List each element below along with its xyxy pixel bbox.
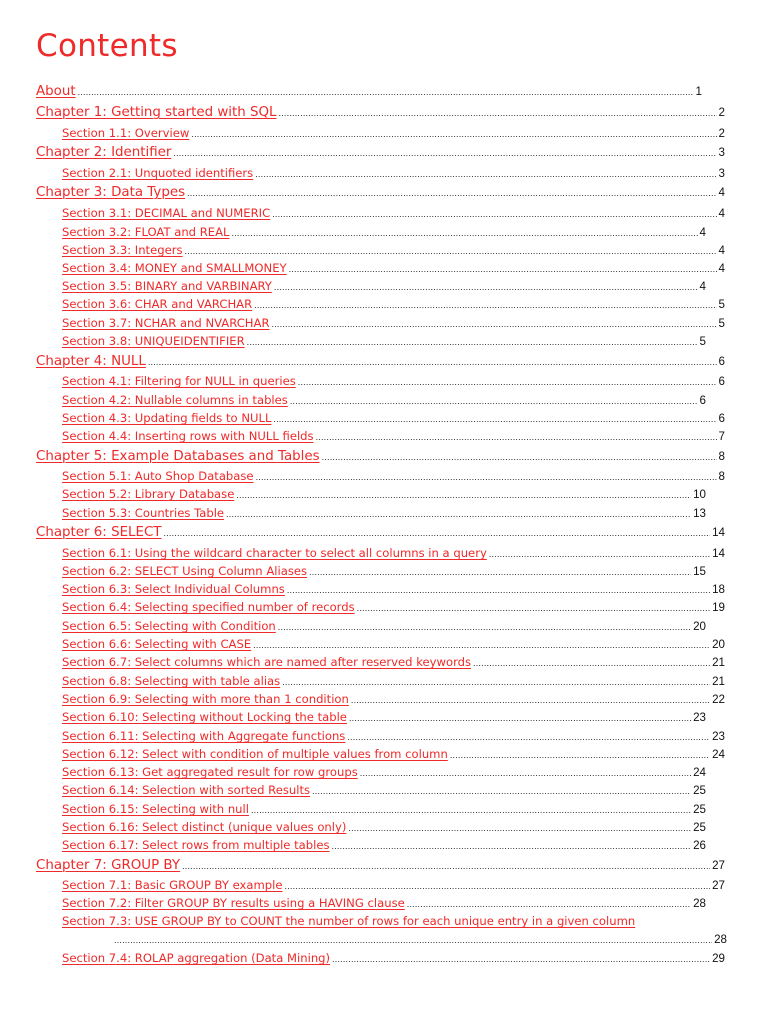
page-number: 4 [718,186,725,199]
page-title: Contents [36,28,178,64]
page-number: 7 [718,430,725,443]
toc-entry-link[interactable]: Section 4.1: Filtering for NULL in queries [62,374,296,388]
toc-chapter-entry[interactable] [36,185,725,200]
page-number: 4 [699,280,706,293]
page-number: 8 [718,470,725,483]
page-number: 4 [718,244,725,257]
toc-entry-link[interactable]: Chapter 5: Example Databases and Tables [36,449,320,464]
toc-chapter-entry[interactable] [36,105,725,120]
dot-leader [316,432,717,442]
toc-section-entry[interactable] [62,747,725,761]
dot-leader [450,750,710,760]
dot-leader [273,414,716,424]
page-number: 21 [712,675,725,688]
toc-entry-link[interactable]: Section 6.13: Get aggregated result for row groups [62,765,358,779]
dot-leader [256,472,717,482]
page-number: 18 [712,583,725,596]
toc-entry-link[interactable]: Section 3.4: MONEY and SMALLMONEY [62,261,287,275]
page-number: 15 [693,565,706,578]
dot-leader [148,357,717,367]
page-number: 8 [718,450,725,463]
dot-leader [332,841,692,851]
toc-entry-link[interactable]: Section 6.6: Selecting with CASE [62,637,252,651]
toc-section-entry[interactable] [62,674,725,688]
toc-section-entry[interactable] [62,297,725,311]
dot-leader [254,300,716,310]
dot-leader [164,528,711,538]
toc-entry-link[interactable]: Section 6.16: Select distinct (unique values only) [62,820,347,834]
dot-leader [360,768,691,778]
page-number: 19 [712,601,725,614]
toc-section-entry[interactable] [62,374,725,388]
toc-section-entry[interactable] [62,838,706,852]
toc-entry-link[interactable]: Section 3.1: DECIMAL and NUMERIC [62,206,271,220]
toc-section-entry[interactable] [62,469,725,483]
toc-section-entry[interactable] [62,506,706,520]
toc-section-entry[interactable] [62,206,725,220]
toc-entry-link[interactable]: Section 5.1: Auto Shop Database [62,469,254,483]
toc-chapter-entry[interactable] [36,449,725,464]
toc-section-entry[interactable] [62,316,725,330]
page-number: 22 [712,693,725,706]
page-number: 25 [693,803,706,816]
toc-section-entry[interactable] [62,878,725,892]
dot-leader [185,246,717,256]
toc-section-entry[interactable] [62,411,725,425]
toc-section-entry[interactable] [62,802,706,816]
dot-leader [114,935,712,945]
toc-section-entry[interactable] [62,896,706,910]
toc-section-entry[interactable] [62,487,706,501]
toc-chapter-entry[interactable] [36,145,725,160]
page-number: 2 [718,127,725,140]
page-number: 6 [699,394,706,407]
toc-entry-link[interactable]: Section 6.4: Selecting specified number of records [62,600,355,614]
toc-section-entry[interactable] [62,393,706,407]
page-number: 4 [718,207,725,220]
toc-entry-link[interactable]: Section 6.3: Select Individual Columns [62,582,285,596]
toc-entry-link[interactable]: Section 6.11: Selecting with Aggregate functions [62,729,346,743]
dot-leader [253,640,710,650]
page-number: 13 [693,507,706,520]
page-number: 10 [693,488,706,501]
toc-section-entry-continuation[interactable] [112,933,727,946]
page-number: 23 [712,730,725,743]
page-number: 29 [712,952,725,965]
toc-entry-link[interactable]: Section 7.4: ROLAP aggregation (Data Mining) [62,951,331,965]
toc-section-entry[interactable] [62,546,725,560]
toc-section-entry[interactable] [62,429,725,443]
page-number: 24 [693,766,706,779]
toc-entry-link[interactable]: Section 5.2: Library Database [62,487,235,501]
toc-entry-link[interactable]: About [36,84,76,99]
dot-leader [251,805,691,815]
toc-entry-link[interactable]: Section 6.14: Selection with sorted Results [62,783,311,797]
toc-section-entry[interactable] [62,637,725,651]
toc-entry-link[interactable]: Chapter 1: Getting started with SQL [36,105,277,120]
dot-leader [247,337,698,347]
dot-leader [78,87,694,97]
toc-entry-link[interactable]: Section 3.6: CHAR and VARCHAR [62,297,253,311]
toc-section-entry[interactable] [62,243,725,257]
toc-entry-link[interactable]: Section 3.2: FLOAT and REAL [62,225,230,239]
toc-section-entry[interactable] [62,692,725,706]
toc-section-entry[interactable] [62,951,725,965]
page-number: 4 [699,226,706,239]
dot-leader [236,490,691,500]
toc-entry-link[interactable]: Section 3.5: BINARY and VARBINARY [62,279,272,293]
toc-chapter-entry[interactable] [36,84,702,99]
toc-entry-link[interactable]: Section 5.3: Countries Table [62,506,225,520]
dot-leader [182,861,710,871]
page-number: 6 [718,375,725,388]
dot-leader [226,509,691,519]
toc-section-entry[interactable] [62,279,706,293]
toc-entry-link[interactable]: Chapter 4: NULL [36,354,146,369]
page-number: 6 [718,412,725,425]
toc-section-entry[interactable] [62,765,706,779]
page-number: 1 [695,85,702,98]
toc-section-entry[interactable] [62,582,725,596]
toc-section-entry[interactable] [62,564,706,578]
toc-section-entry[interactable] [62,126,725,140]
toc-section-entry[interactable] [62,783,706,797]
dot-leader [272,319,717,329]
toc-entry-link[interactable]: Section 3.7: NCHAR and NVARCHAR [62,316,270,330]
toc-section-entry[interactable] [62,914,727,928]
dot-leader [489,549,710,559]
toc-entry-link[interactable]: Section 7.3: USE GROUP BY to COUNT the number of rows for each unique entry in a given column [62,914,636,928]
dot-leader [357,603,710,613]
toc-entry-link[interactable]: Section 6.10: Selecting without Locking the table [62,710,347,724]
toc-section-entry[interactable] [62,710,706,724]
dot-leader [272,209,716,219]
toc-section-entry[interactable] [62,655,725,669]
dot-leader [274,282,698,292]
toc-chapter-entry[interactable] [36,525,725,540]
toc-entry-link[interactable]: Section 6.9: Selecting with more than 1 condition [62,692,349,706]
page-number: 5 [718,298,725,311]
toc-entry-link[interactable]: Section 6.17: Select rows from multiple tables [62,838,330,852]
toc-entry-link[interactable]: Section 4.3: Updating fields to NULL [62,411,272,425]
dot-leader [348,823,691,833]
page-number: 25 [693,784,706,797]
dot-leader [173,148,716,158]
page-number: 25 [693,821,706,834]
page-number: 5 [699,335,706,348]
page-number: 24 [712,748,725,761]
page-number: 28 [714,933,727,946]
toc-section-entry[interactable] [62,619,706,633]
toc-entry-link[interactable]: Section 6.15: Selecting with null [62,802,249,816]
page-number: 28 [693,897,706,910]
page-number: 21 [712,656,725,669]
dot-leader [191,129,716,139]
page-number: 2 [718,106,725,119]
page-number: 5 [718,317,725,330]
toc-entry-link[interactable]: Section 6.2: SELECT Using Column Aliases [62,564,308,578]
toc-entry-link[interactable]: Chapter 2: Identifier [36,145,172,160]
dot-leader [278,622,691,632]
dot-leader [349,713,691,723]
toc-section-entry[interactable] [62,600,725,614]
dot-leader [289,264,717,274]
dot-leader [322,452,717,462]
dot-leader [298,377,717,387]
dot-leader [232,228,698,238]
toc-section-entry[interactable] [62,729,725,743]
page-number: 14 [712,547,725,560]
dot-leader [282,677,710,687]
toc-entry-link[interactable]: Section 6.8: Selecting with table alias [62,674,281,688]
dot-leader [279,108,717,118]
page-number: 6 [718,355,725,368]
dot-leader [473,658,710,668]
page-number: 3 [718,167,725,180]
page-number: 27 [712,879,725,892]
page-number: 14 [712,526,725,539]
page-number: 20 [712,638,725,651]
toc-entry-link[interactable]: Section 6.7: Select columns which are named after reserved keywords [62,655,472,669]
toc-section-entry[interactable] [62,225,706,239]
toc-entry-link[interactable]: Section 4.2: Nullable columns in tables [62,393,288,407]
page-number: 23 [693,711,706,724]
toc-section-entry[interactable] [62,820,706,834]
dot-leader [407,899,691,909]
dot-leader [351,695,710,705]
dot-leader [287,585,710,595]
toc-entry-link[interactable]: Section 2.1: Unquoted identifiers [62,166,254,180]
page-number: 26 [693,839,706,852]
page-number: 3 [718,146,725,159]
dot-leader [347,732,710,742]
dot-leader [312,786,691,796]
toc-entry-link[interactable]: Section 4.4: Inserting rows with NULL fields [62,429,314,443]
dot-leader [255,169,716,179]
toc-section-entry[interactable] [62,261,725,275]
toc-entry-link[interactable]: Section 1.1: Overview [62,126,190,140]
toc-entry-link[interactable]: Section 6.1: Using the wildcard character to select all columns in a query [62,546,487,560]
page-number: 20 [693,620,706,633]
toc-chapter-entry[interactable] [36,858,725,873]
toc-entry-link[interactable]: Chapter 6: SELECT [36,525,162,540]
toc-section-entry[interactable] [62,334,706,348]
toc-chapter-entry[interactable] [36,354,725,369]
dot-leader [187,188,717,198]
page-number: 27 [712,859,725,872]
dot-leader [309,567,691,577]
toc-entry-link[interactable]: Section 6.12: Select with condition of multiple values from column [62,747,448,761]
toc-entry-link[interactable]: Chapter 7: GROUP BY [36,858,181,873]
toc-entry-link[interactable]: Section 7.1: Basic GROUP BY example [62,878,283,892]
toc-entry-link[interactable]: Section 6.5: Selecting with Condition [62,619,276,633]
toc-entry-link[interactable]: Section 7.2: Filter GROUP BY results using a HAVING clause [62,896,405,910]
toc-entry-link[interactable]: Chapter 3: Data Types [36,185,186,200]
dot-leader [332,954,710,964]
dot-leader [290,396,698,406]
toc-section-entry[interactable] [62,166,725,180]
toc-entry-link[interactable]: Section 3.8: UNIQUEIDENTIFIER [62,334,245,348]
toc-entry-link[interactable]: Section 3.3: Integers [62,243,183,257]
dot-leader [285,881,711,891]
page-number: 4 [718,262,725,275]
